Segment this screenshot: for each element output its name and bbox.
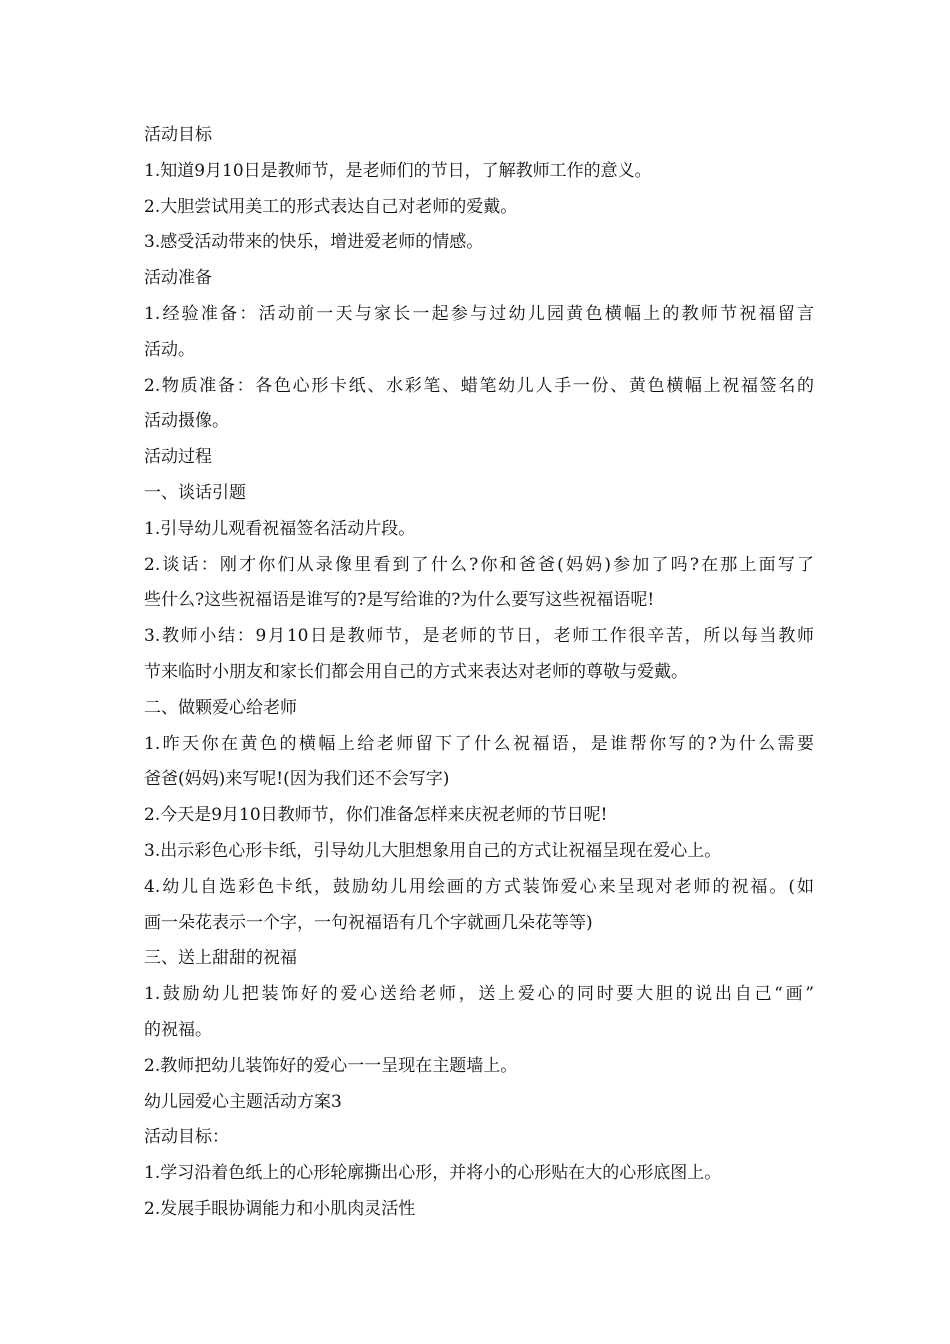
paragraph-line: 活动摄像。 [144, 411, 229, 432]
paragraph-line: 4.幼儿自选彩色卡纸，鼓励幼儿用绘画的方式装饰爱心来呈现对老师的祝福。(如 [144, 876, 814, 897]
paragraph-line: 爸爸(妈妈)来写呢!(因为我们还不会写字) [144, 769, 450, 790]
paragraph-line: 的祝福。 [144, 1019, 212, 1040]
paragraph-line: 1.引导幼儿观看祝福签名活动片段。 [144, 518, 416, 539]
paragraph-line: 1.知道9月10日是教师节，是老师们的节日，了解教师工作的意义。 [144, 160, 652, 181]
paragraph-line: 1.学习沿着色纸上的心形轮廓撕出心形，并将小的心形贴在大的心形底图上。 [144, 1163, 722, 1184]
paragraph-line: 2.谈话：刚才你们从录像里看到了什么?你和爸爸(妈妈)参加了吗?在那上面写了 [144, 554, 814, 575]
paragraph-line: 2.今天是9月10日教师节，你们准备怎样来庆祝老师的节日呢! [144, 805, 608, 826]
section-heading: 活动目标 [144, 125, 212, 145]
section-heading: 活动准备 [144, 268, 212, 289]
paragraph-line: 1.昨天你在黄色的横幅上给老师留下了什么祝福语，是谁帮你写的?为什么需要 [144, 733, 814, 754]
paragraph-line: 1.鼓励幼儿把装饰好的爱心送给老师，送上爱心的同时要大胆的说出自己“画” [144, 984, 814, 1005]
subsection-heading: 三、送上甜甜的祝福 [144, 948, 297, 969]
paragraph-line: 1.经验准备：活动前一天与家长一起参与过幼儿园黄色横幅上的教师节祝福留言 [144, 303, 814, 324]
section-heading: 活动过程 [144, 447, 212, 468]
paragraph-line: 3.教师小结：9月10日是教师节，是老师的节日，老师工作很辛苦，所以每当教师 [144, 626, 814, 647]
paragraph-line: 3.出示彩色心形卡纸，引导幼儿大胆想象用自己的方式让祝福呈现在爱心上。 [144, 840, 722, 861]
document-section-title: 幼儿园爱心主题活动方案3 [144, 1091, 342, 1112]
paragraph-line: 活动。 [144, 339, 195, 360]
subsection-heading: 二、做颗爱心给老师 [144, 697, 297, 718]
paragraph-line: 2.发展手眼协调能力和小肌肉灵活性 [144, 1198, 416, 1219]
paragraph-line: 节来临时小朋友和家长们都会用自己的方式来表达对老师的尊敬与爱戴。 [144, 661, 688, 682]
paragraph-line: 3.感受活动带来的快乐，增进爱老师的情感。 [144, 232, 484, 253]
section-heading: 活动目标： [144, 1127, 229, 1148]
paragraph-line: 2.物质准备：各色心形卡纸、水彩笔、蜡笔幼儿人手一份、黄色横幅上祝福签名的 [144, 375, 814, 396]
paragraph-line: 画一朵花表示一个字，一句祝福语有几个字就画几朵花等等) [144, 912, 593, 933]
document-body [144, 118, 814, 1228]
paragraph-line: 2.教师把幼儿装饰好的爱心一一呈现在主题墙上。 [144, 1055, 518, 1076]
paragraph-line: 些什么?这些祝福语是谁写的?是写给谁的?为什么要写这些祝福语呢! [144, 590, 655, 611]
subsection-heading: 一、谈话引题 [144, 482, 246, 503]
paragraph-line: 2.大胆尝试用美工的形式表达自己对老师的爱戴。 [144, 196, 518, 217]
